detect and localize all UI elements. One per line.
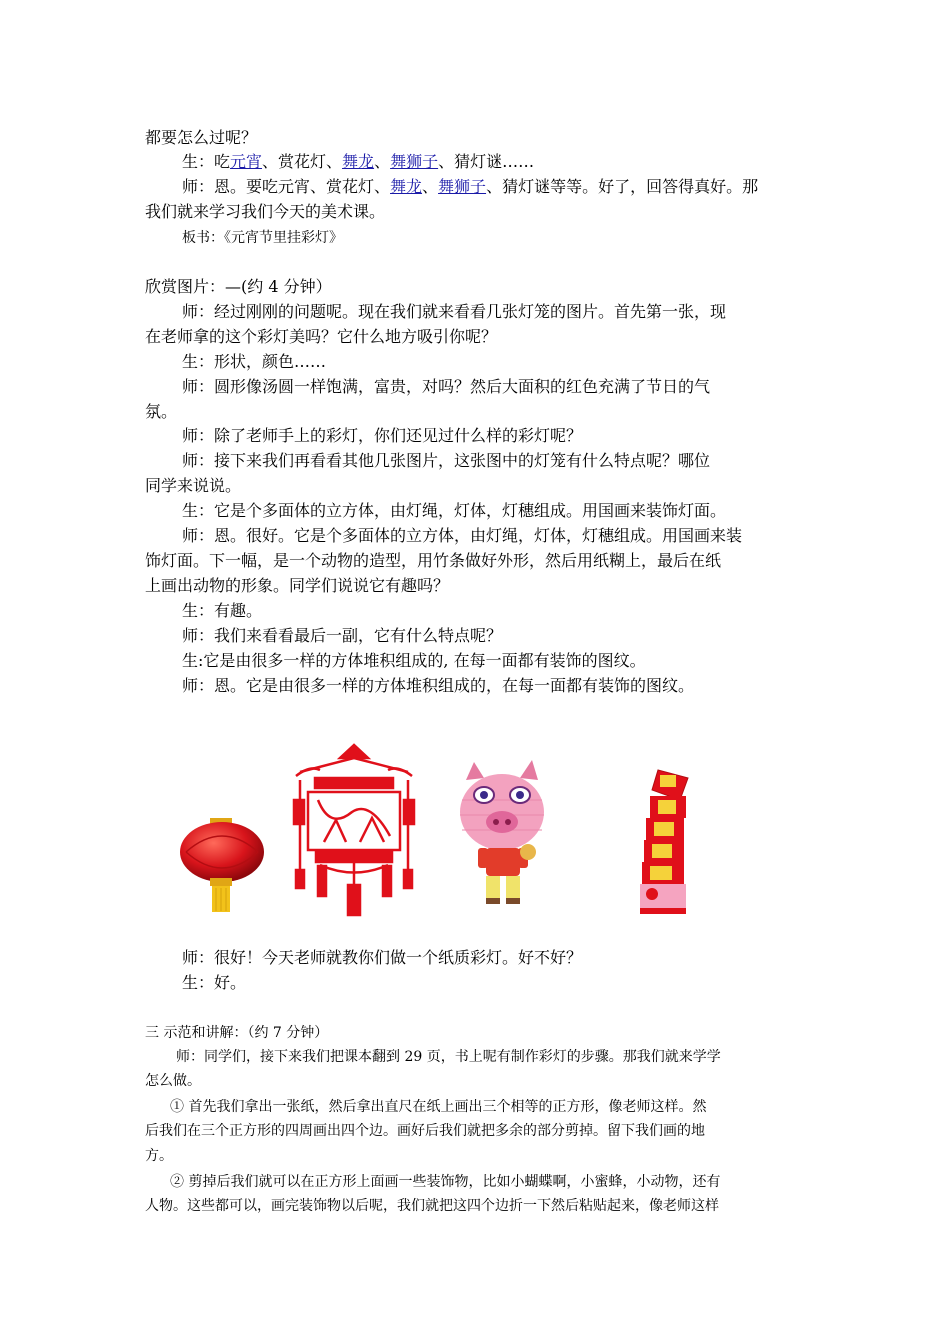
teacher-line-1 xyxy=(182,177,758,197)
text-line-22: 师：恩。它是由很多一样的方体堆积组成的，在每一面都有装饰的图纹。 xyxy=(182,676,695,695)
text-line-1: 都要怎么过呢？ xyxy=(145,128,258,147)
text-line-10: 师：圆形像汤圆一样饱满，富贵，对吗？然后大面积的红色充满了节日的气 xyxy=(182,377,711,396)
text-line-16: 师：恩。很好。它是个多面体的立方体，由灯绳，灯体，灯穗组成。用国画来装 xyxy=(182,526,743,545)
text-line-13: 师：接下来我们再看看其他几张图片，这张图中的灯笼有什么特点呢？哪位 xyxy=(182,451,711,470)
text-line-11: 氛。 xyxy=(145,402,178,421)
text-line-23: 师：很好！今天老师就教你们做一个纸质彩灯。好不好？ xyxy=(182,948,583,967)
step-2-line-2: 人物。这些都可以，画完装饰物以后呢，我们就把这四个边折一下然后粘贴起来，像老师这样 xyxy=(145,1198,719,1214)
text-line-8: 在老师拿的这个彩灯美吗？它什么地方吸引你呢？ xyxy=(145,327,498,346)
link-wushizi-2[interactable]: 舞狮子 xyxy=(438,177,487,196)
text-line-20: 师：我们来看看最后一副，它有什么特点呢？ xyxy=(182,626,503,645)
step-1-line-3: 方。 xyxy=(145,1148,173,1164)
text-line-18: 上画出动物的形象。同学们说说它有趣吗？ xyxy=(145,576,450,595)
red-round-lantern-image xyxy=(180,818,264,912)
stacked-box-lantern-image xyxy=(640,770,688,914)
link-yuanxiao[interactable]: 元宵 xyxy=(230,152,263,171)
text-line-4: 我们就来学习我们今天的美术课。 xyxy=(145,202,386,221)
link-wushizi[interactable]: 舞狮子 xyxy=(390,152,439,171)
answer-line-1 xyxy=(182,152,534,172)
text: 生：吃 xyxy=(182,152,231,171)
text: 、猜灯谜等等。好了，回答得真好。那 xyxy=(486,177,759,196)
text-line-15: 生：它是个多面体的立方体，由灯绳，灯体，灯穗组成。用国画来装饰灯面。 xyxy=(182,501,727,520)
board-title: 板书：《元宵节里挂彩灯》 xyxy=(182,230,343,246)
link-wulong[interactable]: 舞龙 xyxy=(342,152,375,171)
text-line-26: 师：同学们，接下来我们把课本翻到 29 页，书上呢有制作彩灯的步骤。那我们就来学学 xyxy=(176,1049,721,1065)
text: 、 xyxy=(422,177,439,196)
step-1-line-1: ① 首先我们拿出一张纸，然后拿出直尺在纸上画出三个相等的正方形，像老师这样。然 xyxy=(170,1099,707,1115)
text-line-21: 生:它是由很多一样的方体堆积组成的, 在每一面都有装饰的图纹。 xyxy=(182,651,646,670)
pig-lantern-image xyxy=(460,760,544,904)
section-heading-demo: 三 示范和讲解：（约 7 分钟） xyxy=(145,1025,329,1041)
text-line-17: 饰灯面。下一幅，是一个动物的造型，用竹条做好外形，然后用纸糊上，最后在纸 xyxy=(145,551,722,570)
text: 、猜灯谜…… xyxy=(438,152,535,171)
text-line-19: 生：有趣。 xyxy=(182,601,263,620)
step-2-line-1: ② 剪掉后我们就可以在正方形上面画一些装饰物，比如小蝴蝶啊，小蜜蜂，小动物，还有 xyxy=(170,1174,721,1190)
text-line-14: 同学来说说。 xyxy=(145,476,242,495)
text: 、赏花灯、 xyxy=(262,152,343,171)
text-line-9: 生：形状，颜色…… xyxy=(182,352,327,371)
text: 、 xyxy=(374,152,391,171)
text: 师：恩。要吃元宵、赏花灯、 xyxy=(182,177,391,196)
text-line-24: 生：好。 xyxy=(182,973,247,992)
section-heading-appreciate: 欣赏图片：—(约 4 分钟） xyxy=(145,277,332,296)
step-1-line-2: 后我们在三个正方形的四周画出四个边。画好后我们就把多余的部分剪掉。留下我们画的地 xyxy=(145,1123,705,1139)
text-line-12: 师：除了老师手上的彩灯，你们还见过什么样的彩灯呢？ xyxy=(182,426,583,445)
red-papercut-palace-lantern-image xyxy=(294,745,414,915)
link-wulong-2[interactable]: 舞龙 xyxy=(390,177,423,196)
text-line-27: 怎么做。 xyxy=(145,1073,201,1089)
text-line-7: 师：经过刚刚的问题呢。现在我们就来看看几张灯笼的图片。首先第一张，现 xyxy=(182,302,727,321)
